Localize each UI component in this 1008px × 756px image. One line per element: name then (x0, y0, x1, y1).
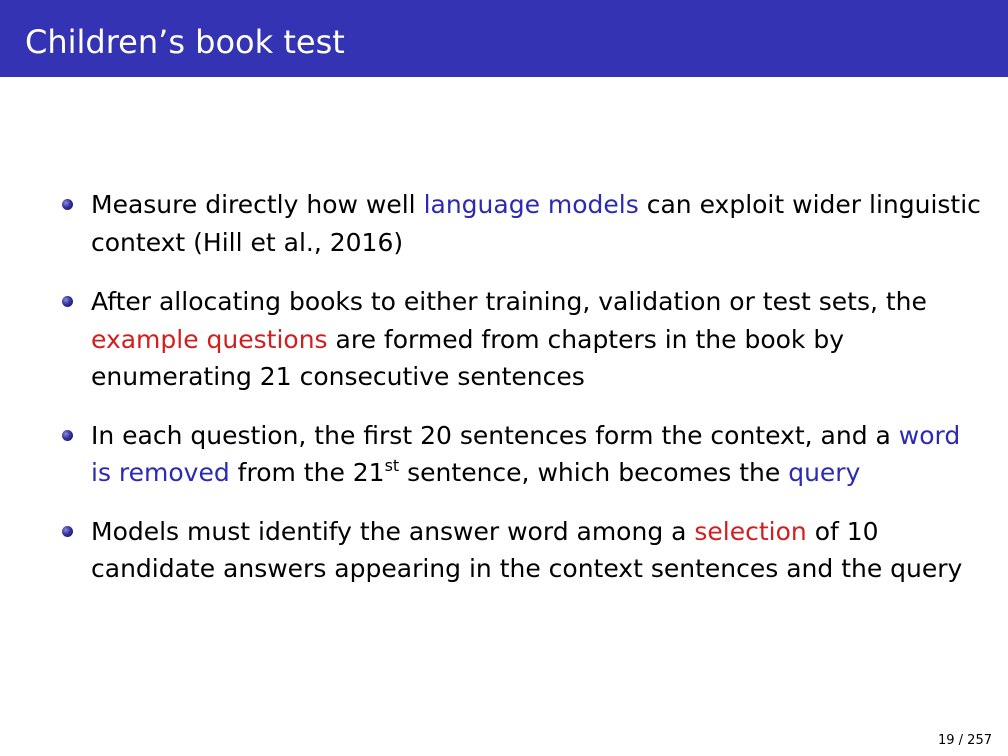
bullet-item-3 (62, 417, 982, 492)
highlight-language-models: language models (423, 190, 639, 219)
bullet-list (62, 186, 982, 610)
bullet-marker-icon (62, 430, 73, 441)
bullet-item-4 (62, 513, 982, 588)
bullet-item-1 (62, 186, 982, 261)
title-bar (0, 0, 1008, 77)
bullet-text: from the 21 (229, 458, 385, 487)
slide-title: Children’s book test (25, 23, 345, 61)
page-indicator: 19 / 257 (938, 733, 992, 748)
ordinal-superscript: st (384, 455, 400, 475)
bullet-marker-icon (62, 526, 73, 537)
bullet-marker-icon (62, 199, 73, 210)
highlight-query: query (788, 458, 861, 487)
highlight-word-removed: word is removed (91, 420, 961, 487)
bullet-text: Models must identify the answer word among a (91, 516, 695, 546)
bullet-text: In each question, the first 20 sentences form the context, and a (91, 420, 899, 450)
highlight-example-questions: example questions (91, 324, 328, 354)
highlight-selection: selection (694, 516, 807, 546)
bullet-text: sentence, which becomes the (399, 458, 789, 487)
bullet-text: After allocating books to either training, validation or test sets, the (91, 287, 927, 316)
bullet-text: can exploit wider linguistic context (Hill et al., 2016) (91, 190, 981, 257)
bullet-text: are formed from chapters in the book by enumerating 21 consecutive sentences (91, 324, 844, 391)
bullet-item-2 (62, 283, 982, 396)
bullet-text: of 10 candidate answers appearing in the context sentences and the query (91, 516, 963, 583)
bullet-text: Measure directly how well (91, 190, 424, 219)
bullet-marker-icon (62, 296, 73, 307)
